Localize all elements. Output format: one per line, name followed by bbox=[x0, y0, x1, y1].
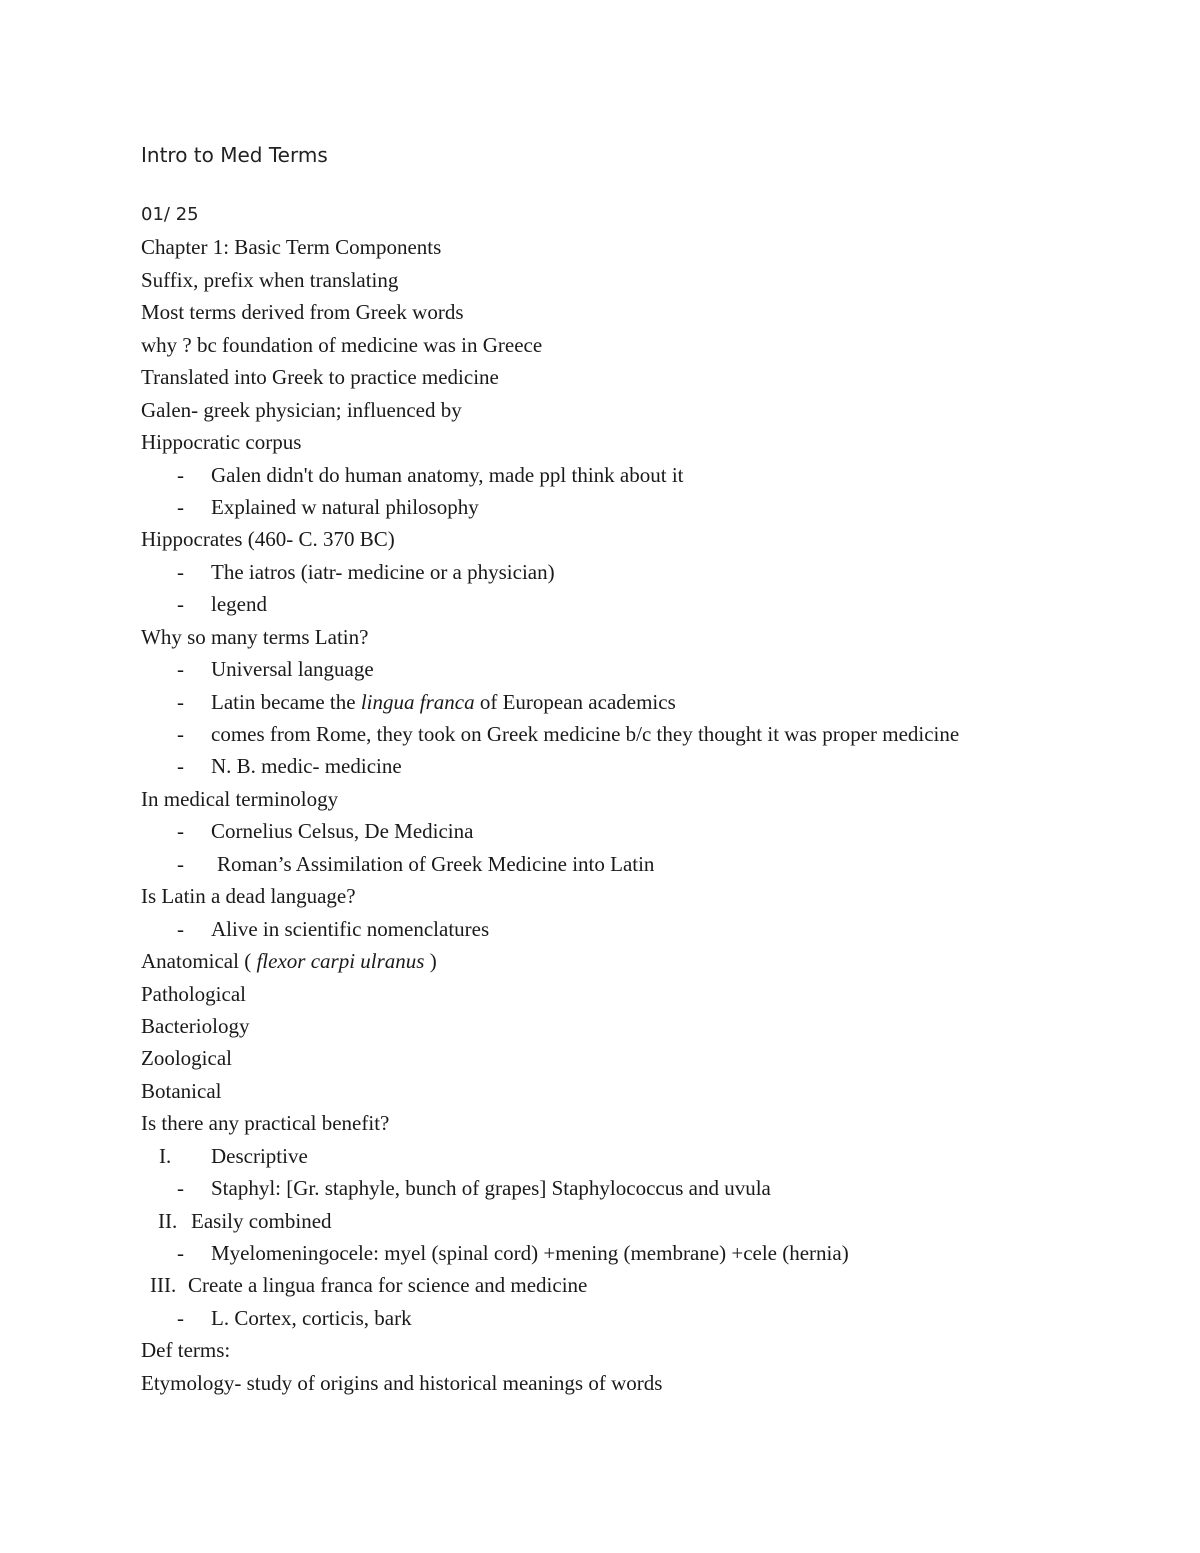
italic-term: lingua franca bbox=[360, 689, 475, 714]
text-segment: Anatomical ( bbox=[141, 949, 257, 974]
roman-numeral: II. bbox=[158, 1208, 178, 1233]
bullet-text: The iatros (iatr- medicine or a physician) bbox=[211, 559, 555, 584]
note-line: why ? bc foundation of medicine was in Greece bbox=[141, 332, 543, 357]
note-line: Bacteriology bbox=[141, 1013, 250, 1038]
bullet-item bbox=[141, 848, 1141, 880]
text-segment: of European academics bbox=[474, 689, 676, 714]
note-line: Most terms derived from Greek words bbox=[141, 300, 464, 325]
bullet-text: Alive in scientific nomenclatures bbox=[211, 916, 490, 941]
note-line: Etymology- study of origins and historical meanings of words bbox=[141, 1370, 663, 1395]
bullet-item bbox=[141, 588, 1141, 620]
bullet-text: Galen didn't do human anatomy, made ppl think about it bbox=[211, 462, 684, 487]
document-title: Intro to Med Terms bbox=[141, 143, 328, 167]
bullet-marker: - bbox=[177, 722, 184, 746]
bullet-marker: - bbox=[177, 592, 184, 617]
bullet-item bbox=[141, 1302, 1141, 1334]
bullet-item bbox=[141, 459, 1141, 491]
bullet-marker: - bbox=[177, 819, 184, 844]
numbered-item bbox=[141, 1269, 1141, 1301]
bullet-item bbox=[141, 913, 1141, 945]
bullet-item bbox=[141, 686, 1141, 718]
roman-numeral: I. bbox=[159, 1143, 172, 1168]
note-line: Botanical bbox=[141, 1078, 222, 1103]
bullet-item bbox=[141, 1237, 1141, 1269]
bullet-text: L. Cortex, corticis, bark bbox=[211, 1305, 412, 1330]
note-line: Galen- greek physician; influenced by bbox=[141, 397, 462, 422]
bullet-marker: - bbox=[177, 657, 184, 682]
numbered-item bbox=[141, 1205, 1141, 1237]
bullet-item bbox=[141, 1172, 1141, 1204]
bullet-text: Staphyl: [Gr. staphyle, bunch of grapes] Staphylococcus and uvula bbox=[211, 1176, 771, 1201]
bullet-text: Explained w natural philosophy bbox=[211, 494, 479, 519]
bullet-item bbox=[141, 653, 1141, 685]
bullet-text: Universal language bbox=[211, 657, 374, 682]
bullet-marker: - bbox=[177, 559, 184, 584]
note-line: Translated into Greek to practice medicine bbox=[141, 365, 499, 390]
note-line: Zoological bbox=[141, 1046, 232, 1071]
numbered-item bbox=[141, 1140, 1141, 1172]
bullet-item bbox=[141, 718, 1141, 750]
bullet-text: N. B. medic- medicine bbox=[211, 754, 402, 779]
note-line: Is there any practical benefit? bbox=[141, 1111, 390, 1136]
date-line: 01/ 25 bbox=[141, 204, 199, 225]
bullet-text bbox=[211, 686, 676, 718]
bullet-text: comes from Rome, they took on Greek medicine b/c they thought it was proper medicine bbox=[211, 722, 960, 746]
roman-numeral: III. bbox=[150, 1273, 177, 1298]
text-segment: Latin became the bbox=[211, 689, 361, 714]
note-line: Suffix, prefix when translating bbox=[141, 267, 399, 292]
bullet-text: Myelomeningocele: myel (spinal cord) +mening (membrane) +cele (hernia) bbox=[211, 1241, 849, 1265]
note-line: Why so many terms Latin? bbox=[141, 624, 369, 649]
bullet-marker: - bbox=[177, 494, 184, 519]
bullet-marker: - bbox=[177, 1305, 184, 1330]
bullet-text: Cornelius Celsus, De Medicina bbox=[211, 819, 474, 844]
bullet-marker: - bbox=[177, 851, 184, 876]
bullet-item bbox=[141, 491, 1141, 523]
note-line: Is Latin a dead language? bbox=[141, 884, 356, 909]
note-line: In medical terminology bbox=[141, 786, 339, 811]
bullet-marker: - bbox=[177, 754, 184, 779]
note-line: Def terms: bbox=[141, 1338, 231, 1363]
numbered-text: Easily combined bbox=[191, 1208, 332, 1233]
bullet-marker: - bbox=[177, 1176, 184, 1201]
notes-body bbox=[141, 199, 1141, 1399]
bullet-item bbox=[141, 750, 1141, 782]
bullet-marker: - bbox=[177, 916, 184, 941]
bullet-marker: - bbox=[177, 1241, 184, 1265]
note-line: Hippocrates (460- C. 370 BC) bbox=[141, 527, 395, 552]
bullet-item bbox=[141, 556, 1141, 588]
bullet-marker: - bbox=[177, 462, 184, 487]
bullet-marker: - bbox=[177, 689, 184, 714]
note-line: Hippocratic corpus bbox=[141, 430, 302, 455]
chapter-heading: Chapter 1: Basic Term Components bbox=[141, 235, 442, 260]
numbered-text: Descriptive bbox=[211, 1143, 308, 1168]
bullet-text: legend bbox=[211, 592, 267, 617]
bullet-text: Roman’s Assimilation of Greek Medicine into Latin bbox=[217, 851, 655, 876]
text-segment: ) bbox=[424, 949, 437, 974]
italic-term: flexor carpi ulranus bbox=[256, 949, 425, 974]
note-line: Pathological bbox=[141, 981, 246, 1006]
bullet-item bbox=[141, 815, 1141, 847]
note-line bbox=[141, 945, 1141, 977]
numbered-text: Create a lingua franca for science and medicine bbox=[188, 1273, 588, 1298]
